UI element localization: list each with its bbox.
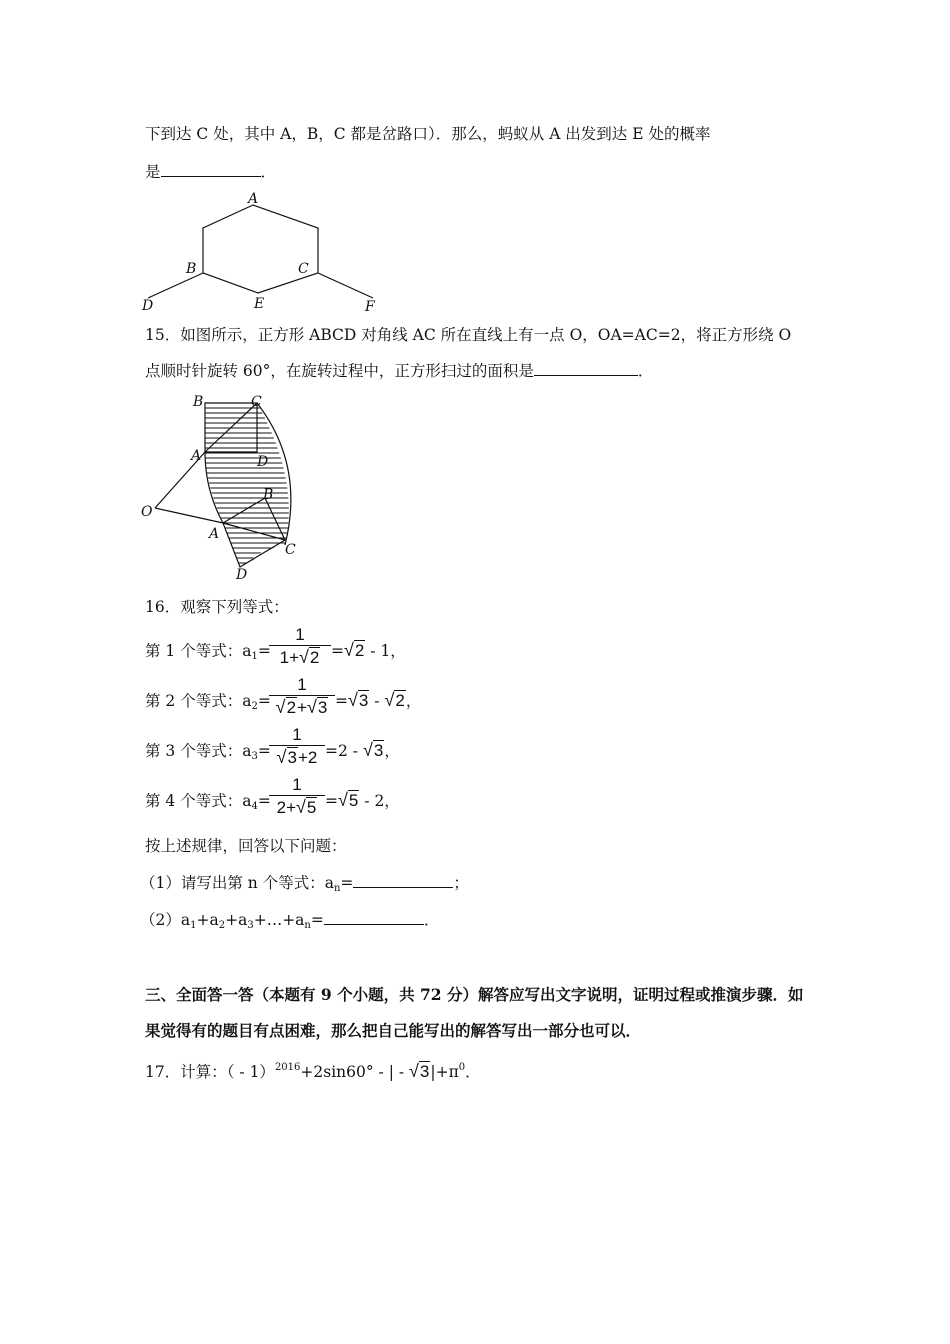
q15-text-line2: 点顺时针旋转 60°，在旋转过程中，正方形扫过的面积是 ． (145, 362, 654, 380)
fraction-3: 1 √3+2 (269, 725, 325, 769)
label-A: A (248, 191, 259, 207)
section3-heading-line2: 果觉得有的题目有点困难，那么把自己能写出的解答写出一部分也可以． (145, 1021, 642, 1040)
q15-figure (135, 390, 335, 585)
fraction-1: 1 1+√2 (269, 625, 331, 669)
label-D-bottom: D (236, 567, 248, 583)
q14-text-line1: 下到达 C 处，其中 A，B，C 都是岔路口）．那么，蚂蚁从 A 出发到达 E 处的概率 (145, 125, 711, 143)
q14-text-line2: 是 ． (145, 163, 277, 181)
fraction-2: 1 √2+√3 (269, 675, 335, 719)
q15-answer-blank[interactable] (534, 361, 638, 376)
q17-text: 17．计算：（ - 1）$^{2016}$+2sin60° - | - $√3|+\pi^0$． (145, 1061, 481, 1081)
q14-answer-blank[interactable] (161, 162, 261, 177)
q16-rule: 按上述规律，回答以下问题： (145, 837, 347, 855)
q16-subquestion-2: $(2)a_1+a_2+a_3+\dots+a_n=$ ． (140, 911, 440, 931)
label-D: D (142, 298, 154, 313)
q14-figure (138, 188, 388, 313)
label-B: B (186, 261, 197, 277)
label-D-top: D (257, 454, 269, 470)
label-C-top: C (251, 394, 262, 410)
q15-text-line1: 15．如图所示，正方形 ABCD 对角线 AC 所在直线上有一点 O，OA=AC=2，将正方形绕 O (145, 326, 792, 344)
label-E: E (254, 296, 265, 312)
label-C: C (298, 261, 309, 277)
q16-1-answer-blank[interactable] (353, 873, 453, 888)
section3-heading-line1: 三、全面答一答（本题有 9 个小题，共 72 分）解答应写出文字说明，证明过程或推演步骤．如 (145, 985, 804, 1004)
label-F: F (365, 299, 375, 313)
label-A-bottom: A (209, 526, 220, 542)
q16-subquestion-1: （1）请写出第 n 个等式：$a_n=$ ； (140, 874, 469, 894)
q16-title: 16．观察下列等式： (145, 598, 289, 616)
label-B-top: B (193, 394, 204, 410)
label-A-top: A (191, 448, 202, 464)
label-O: O (141, 504, 153, 520)
fraction-4: 1 2+√5 (269, 775, 325, 819)
label-C-bottom: C (285, 542, 296, 558)
q16-2-answer-blank[interactable] (324, 910, 424, 925)
label-B-bottom: B (263, 487, 274, 503)
